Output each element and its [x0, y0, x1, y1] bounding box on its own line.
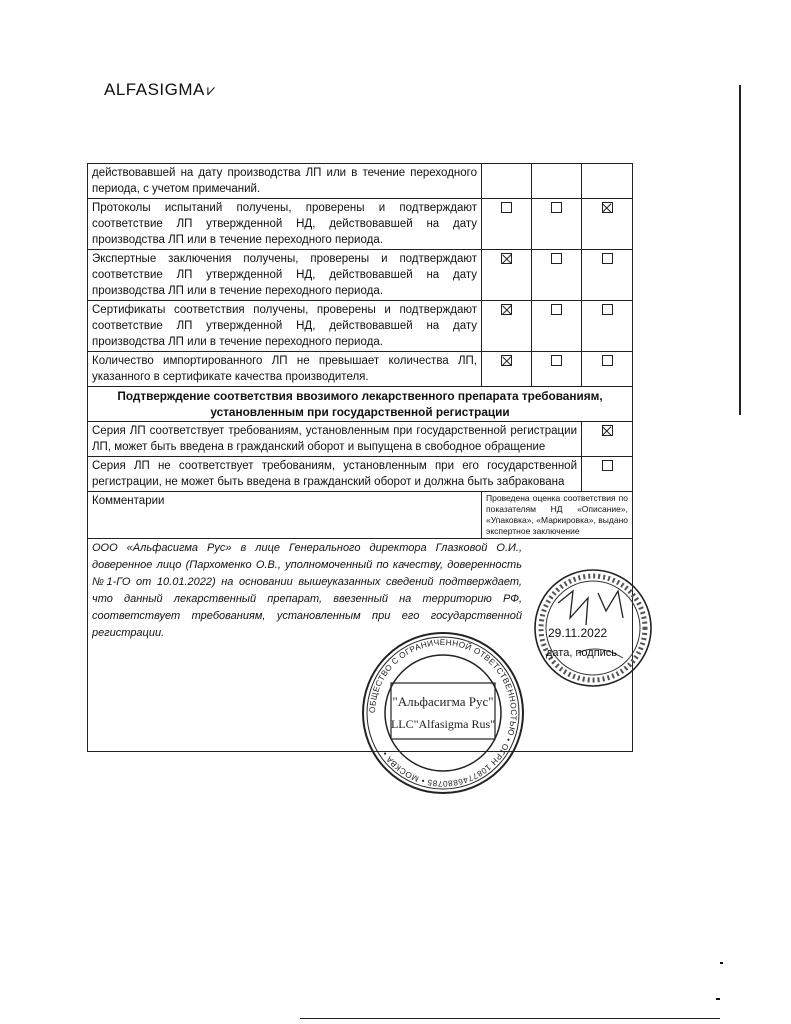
conformance-text: Серия ЛП соответствует требованиям, установленным при государственной регистрации ЛП, может быть введена в гражданский оборот и выпущена в свободное обращение	[88, 422, 582, 457]
checkbox-unchecked	[551, 202, 562, 213]
checkbox-checked	[501, 355, 512, 366]
checkbox-unchecked	[602, 253, 613, 264]
row-text: Сертификаты соответствия получены, проверены и подтверждают соответствие ЛП утвержденной НД, действовавшей на дату производства ЛП или в течение переходного периода.	[88, 301, 482, 352]
comments-label: Комментарии	[88, 492, 482, 539]
conformance-text: Серия ЛП не соответствует требованиям, установленным при его государственной регистрации, не может быть введена в гражданский оборот и должна быть забракована	[88, 457, 582, 492]
table-row	[88, 352, 633, 387]
checkbox-checked	[602, 425, 613, 436]
table-row	[88, 199, 633, 250]
checkbox-unchecked	[602, 355, 613, 366]
checkbox-checked	[501, 304, 512, 315]
logo-mark-icon: ⩗	[206, 82, 216, 99]
checkbox-unchecked	[602, 460, 613, 471]
conformance-row	[88, 422, 633, 457]
table-row	[88, 164, 633, 199]
seal-name-ru: "Альфасигма Рус"	[392, 694, 494, 709]
check-cell-empty	[582, 164, 633, 199]
table-row	[88, 301, 633, 352]
comments-value: Проведена оценка соответствия по показателям НД «Описание», «Упаковка», «Маркировка», выдано экспертное заключение	[482, 492, 633, 539]
checkbox-checked	[602, 202, 613, 213]
scan-speck	[716, 998, 720, 1000]
signature-statement: ООО «Альфасигма Рус» в лице Генерального директора Глазковой О.И., доверенное лицо (Пархоменко О.В., уполномоченный по качеству, доверенность №1-ГО от 10.01.2022) на основании вышеуказанных сведений подтверждает, что данный лекарственный препарат, ввезенный на территорию РФ, соответствует требованиям, установленным при его государственной регистрации.	[92, 542, 522, 639]
seal-ring-text: ОБЩЕСТВО С ОГРАНИЧЕННОЙ ОТВЕТСТВЕННОСТЬЮ • ОГРН 1087746880785 • МОСКВА •	[367, 637, 519, 789]
confirmation-header: Подтверждение соответствия ввозимого лекарственного препарата требованиям, установленным при государственной регистрации	[88, 387, 633, 422]
row-text: Экспертные заключения получены, проверены и подтверждают соответствие ЛП утвержденной НД, действовавшей на дату производства ЛП или в течение переходного периода.	[88, 250, 482, 301]
scan-edge-right	[739, 85, 741, 415]
check-cell-empty	[482, 164, 532, 199]
company-seal	[358, 628, 528, 798]
signature-date: 29.11.2022	[548, 626, 608, 640]
conformance-row	[88, 457, 633, 492]
scan-edge-bottom	[300, 1018, 720, 1019]
checkbox-unchecked	[551, 253, 562, 264]
checkbox-unchecked	[602, 304, 613, 315]
comments-row	[88, 492, 633, 539]
checkbox-checked	[501, 253, 512, 264]
seal-name-en: LLC"Alfasigma Rus"	[390, 717, 496, 731]
checkbox-unchecked	[551, 355, 562, 366]
table-row	[88, 250, 633, 301]
checkbox-unchecked	[501, 202, 512, 213]
signature-caption: дата, подпись	[546, 647, 618, 659]
row-text: действовавшей на дату производства ЛП или в течение переходного периода, с учетом примечаний.	[88, 164, 482, 199]
section-header-row	[88, 387, 633, 422]
row-text: Количество импортированного ЛП не превышает количества ЛП, указанного в сертификате качества производителя.	[88, 352, 482, 387]
row-text: Протоколы испытаний получены, проверены и подтверждают соответствие ЛП утвержденной НД, действовавшей на дату производства ЛП или в течение переходного периода.	[88, 199, 482, 250]
scan-speck	[720, 962, 723, 964]
logo-text: ALFASIGMA	[104, 80, 205, 99]
check-cell-empty	[532, 164, 582, 199]
company-logo	[104, 80, 216, 100]
checkbox-unchecked	[551, 304, 562, 315]
